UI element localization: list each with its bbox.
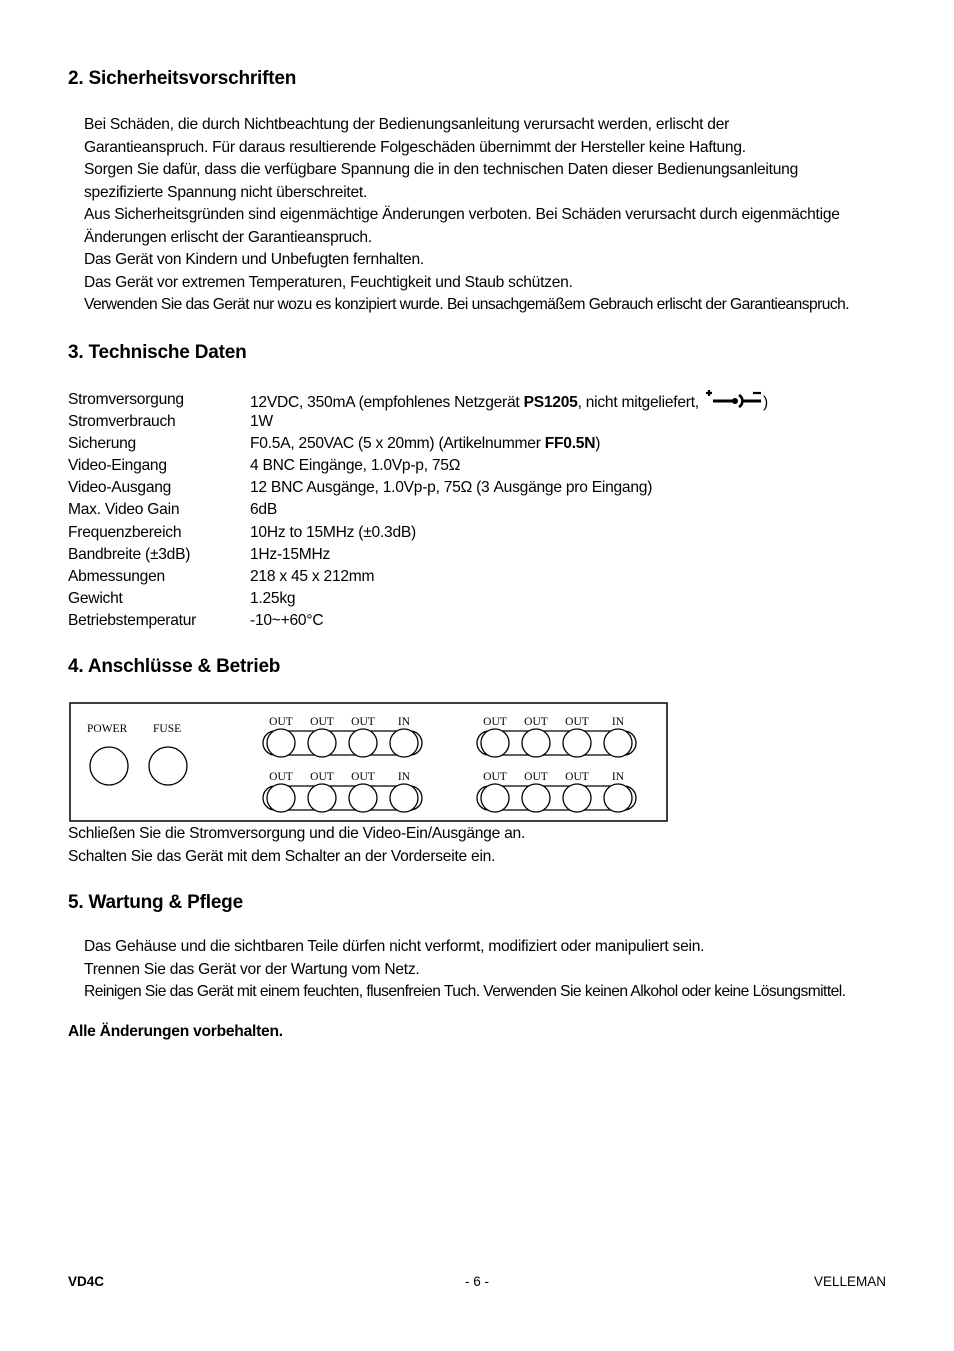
- spec-value-text: , nicht mitgeliefert,: [577, 394, 703, 411]
- rear-panel-svg: [69, 702, 669, 823]
- bnc-output-connector: [563, 784, 591, 812]
- bnc-output-connector: [267, 729, 295, 757]
- out-label: OUT: [483, 716, 507, 728]
- spec-value-text: 12VDC, 350mA (empfohlenes Netzgerät: [250, 394, 524, 411]
- in-label: IN: [397, 771, 411, 783]
- spec-value: -10~+60°C: [250, 611, 324, 629]
- spec-label: Frequenzbereich: [68, 523, 182, 541]
- dc-polarity-icon: [703, 389, 763, 409]
- out-label: OUT: [483, 771, 507, 783]
- power-label: POWER: [87, 723, 128, 735]
- bnc-output-connector: [349, 784, 377, 812]
- text-line: Reinigen Sie das Gerät mit einem feuchten, flusenfreien Tuch. Verwenden Sie keinen Alkohol oder keine Lösungsmittel.: [84, 983, 846, 1000]
- bnc-output-connector: [563, 729, 591, 757]
- out-label: OUT: [310, 771, 334, 783]
- part-number: FF0.5N: [544, 435, 596, 453]
- section-title-safety: 2. Sicherheitsvorschriften: [68, 68, 297, 89]
- bnc-output-connector: [522, 784, 550, 812]
- out-label: OUT: [565, 771, 589, 783]
- text-line: Aus Sicherheitsgründen sind eigenmächtige Änderungen verboten. Bei Schäden verursacht durch eigenmächtige: [84, 206, 840, 223]
- spec-value: 1.25kg: [250, 589, 296, 607]
- out-label: OUT: [524, 771, 548, 783]
- safety-paragraph: [84, 114, 914, 317]
- in-label: IN: [397, 716, 411, 728]
- out-label: OUT: [351, 771, 375, 783]
- text-line: Schalten Sie das Gerät mit dem Schalter an der Vorderseite ein.: [68, 847, 496, 865]
- bnc-output-connector: [308, 729, 336, 757]
- text-line: Bei Schäden, die durch Nichtbeachtung der Bedienungsanleitung verursacht werden, erlischt der: [84, 116, 730, 133]
- spec-label: Abmessungen: [68, 567, 165, 585]
- footer-brand: VELLEMAN: [813, 1274, 886, 1289]
- in-label: IN: [611, 716, 625, 728]
- spec-value: 1Hz-15MHz: [250, 545, 331, 563]
- section-title-maintenance: 5. Wartung & Pflege: [68, 892, 243, 913]
- bnc-input-connector: [604, 784, 632, 812]
- spec-value: 10Hz to 15MHz (±0.3dB): [250, 523, 416, 541]
- in-label: IN: [611, 771, 625, 783]
- spec-value: 1W: [250, 413, 273, 431]
- spec-label: Sicherung: [68, 435, 136, 453]
- spec-value: [250, 433, 600, 455]
- rear-panel-diagram: [69, 702, 669, 823]
- bnc-output-connector: [308, 784, 336, 812]
- out-label: OUT: [269, 771, 293, 783]
- text-line: Das Gehäuse und die sichtbaren Teile dürfen nicht verformt, modifiziert oder manipuliert sein.: [84, 938, 705, 955]
- spec-label: Max. Video Gain: [68, 501, 180, 519]
- fuse-label: FUSE: [153, 723, 182, 735]
- spec-value: 12 BNC Ausgänge, 1.0Vp-p, 75Ω (3 Ausgänge pro Eingang): [250, 479, 653, 497]
- footer-model: VD4C: [68, 1274, 105, 1289]
- spec-value-text: ): [595, 435, 601, 453]
- bnc-output-connector: [267, 784, 295, 812]
- part-number: PS1205: [523, 394, 578, 411]
- spec-value: 4 BNC Eingänge, 1.0Vp-p, 75Ω: [250, 457, 461, 475]
- bnc-output-connector: [349, 729, 377, 757]
- connections-paragraph: [68, 823, 525, 868]
- footer-page-number: - 6 -: [464, 1274, 489, 1289]
- out-label: OUT: [351, 716, 375, 728]
- spec-value-text: F0.5A, 250VAC (5 x 20mm) (Artikelnummer: [250, 435, 545, 453]
- section-title-specs: 3. Technische Daten: [68, 342, 247, 363]
- spec-label: Bandbreite (±3dB): [68, 545, 191, 563]
- text-line: spezifizierte Spannung nicht überschreitet.: [84, 183, 368, 201]
- text-line: Schließen Sie die Stromversorgung und die Video-Ein/Ausgänge an.: [68, 825, 526, 842]
- section-title-connections: 4. Anschlüsse & Betrieb: [68, 656, 281, 677]
- bnc-input-connector: [390, 784, 418, 812]
- bnc-output-connector: [481, 784, 509, 812]
- bnc-output-connector: [522, 729, 550, 757]
- spec-label: Stromversorgung: [68, 391, 184, 408]
- spec-value: [250, 389, 768, 414]
- spec-label: Gewicht: [68, 589, 123, 607]
- spec-value: 6dB: [250, 501, 277, 519]
- spec-value-text: ): [762, 394, 768, 411]
- out-label: OUT: [310, 716, 334, 728]
- maintenance-paragraph: [84, 936, 914, 1004]
- text-line: Das Gerät vor extremen Temperaturen, Feuchtigkeit und Staub schützen.: [84, 273, 573, 291]
- spec-label: Video-Ausgang: [68, 479, 172, 497]
- text-line: Trennen Sie das Gerät vor der Wartung vom Netz.: [84, 960, 420, 978]
- spec-label: Video-Eingang: [68, 457, 167, 475]
- out-label: OUT: [269, 716, 293, 728]
- text-line: Sorgen Sie dafür, dass die verfügbare Spannung die in den technischen Daten dieser Bedienungsanleitung: [84, 161, 798, 178]
- spec-value: 218 x 45 x 212mm: [250, 567, 375, 585]
- text-line: Garantieanspruch. Für daraus resultierende Folgeschäden übernimmt der Hersteller keine Haftung.: [84, 138, 746, 156]
- text-line: Verwenden Sie das Gerät nur wozu es konzipiert wurde. Bei unsachgemäßem Gebrauch erlischt der Garantieanspruch.: [84, 296, 849, 313]
- bnc-output-connector: [481, 729, 509, 757]
- bnc-input-connector: [604, 729, 632, 757]
- spec-label: Stromverbrauch: [68, 413, 176, 431]
- text-line: Das Gerät von Kindern und Unbefugten fernhalten.: [84, 251, 424, 268]
- bnc-input-connector: [390, 729, 418, 757]
- text-line: Änderungen erlischt der Garantieanspruch.: [84, 228, 372, 246]
- out-label: OUT: [565, 716, 589, 728]
- out-label: OUT: [524, 716, 548, 728]
- closing-note: Alle Änderungen vorbehalten.: [68, 1023, 283, 1040]
- spec-label: Betriebstemperatur: [68, 611, 197, 629]
